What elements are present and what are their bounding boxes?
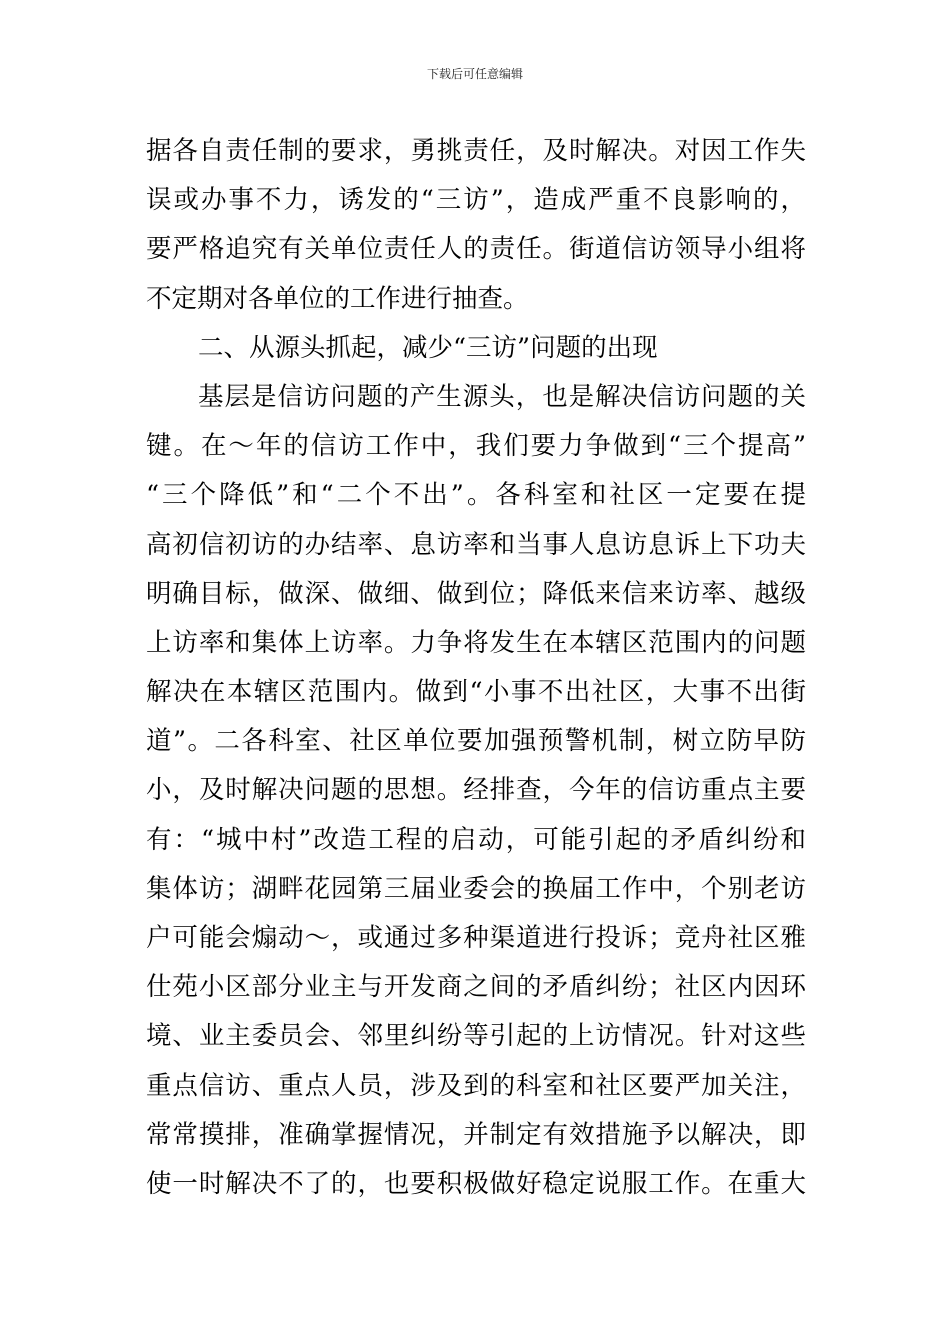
text-line: 境、业主委员会、邻里纠纷等引起的上访情况。针对这些 bbox=[146, 1021, 806, 1052]
text-line: 集体访；湖畔花园第三届业委会的换届工作中，个别老访 bbox=[146, 873, 806, 904]
text-line: 不定期对各单位的工作进行抽查。 bbox=[146, 283, 529, 314]
text-line: 仕苑小区部分业主与开发商之间的矛盾纠纷；社区内因环 bbox=[146, 972, 806, 1003]
text-line: 户可能会煽动～，或通过多种渠道进行投诉；竞舟社区雅 bbox=[146, 923, 806, 953]
text-line: 高初信初访的办结率、息访率和当事人息访息诉上下功夫 bbox=[146, 529, 806, 560]
text-line: 重点信访、重点人员，涉及到的科室和社区要严加关注， bbox=[146, 1070, 806, 1101]
text-line: 基层是信访问题的产生源头，也是解决信访问题的关 bbox=[198, 381, 806, 412]
text-line: 误或办事不力，诱发的“三访”，造成严重不良影响的， bbox=[146, 185, 806, 216]
text-line: 常常摸排，准确掌握情况，并制定有效措施予以解决，即 bbox=[146, 1119, 806, 1150]
text-line: 要严格追究有关单位责任人的责任。街道信访领导小组将 bbox=[146, 234, 806, 265]
text-line: 上访率和集体上访率。力争将发生在本辖区范围内的问题 bbox=[146, 627, 806, 658]
text-line: 明确目标，做深、做细、做到位；降低来信来访率、越级 bbox=[146, 578, 806, 609]
body-text bbox=[146, 127, 806, 1209]
text-line: “三个降低”和“二个不出”。各科室和社区一定要在提 bbox=[146, 480, 806, 511]
text-line: 有：“城中村”改造工程的启动，可能引起的矛盾纠纷和 bbox=[146, 824, 806, 855]
text-line: 使一时解决不了的，也要积极做好稳定说服工作。在重大 bbox=[146, 1168, 806, 1199]
text-line: 据各自责任制的要求，勇挑责任，及时解决。对因工作失 bbox=[146, 136, 806, 166]
section-heading: 二、从源头抓起，减少“三访”问题的出现 bbox=[198, 332, 658, 363]
text-line: 解决在本辖区范围内。做到“小事不出社区，大事不出街 bbox=[146, 677, 806, 708]
page-header: 下载后可任意编辑 bbox=[426, 67, 523, 81]
text-line: 小，及时解决问题的思想。经排查，今年的信访重点主要 bbox=[146, 775, 806, 806]
text-line: 键。在～年的信访工作中，我们要力争做到“三个提高” bbox=[146, 431, 806, 462]
text-line: 道”。二各科室、社区单位要加强预警机制，树立防早防 bbox=[146, 726, 806, 757]
